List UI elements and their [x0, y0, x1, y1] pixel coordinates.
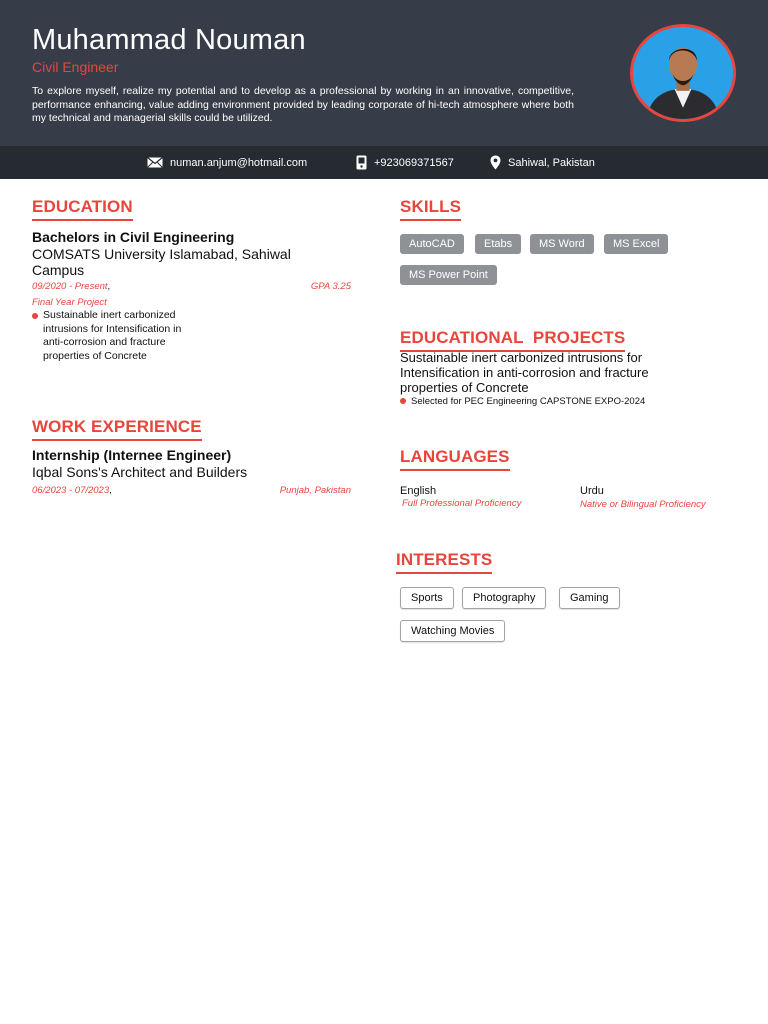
phone-text: +923069371567 [374, 156, 454, 169]
education-gpa: GPA 3.25 [310, 281, 351, 292]
work-dates: 06/2023 - 07/2023 [32, 485, 110, 496]
location-pin-icon [490, 155, 501, 170]
interests-heading: INTERESTS [396, 550, 492, 574]
phone-icon [356, 155, 367, 170]
envelope-icon [147, 157, 163, 168]
education-dates: 09/2020 - Present [32, 281, 108, 292]
skill-tag: Etabs [475, 234, 521, 254]
summary: To explore myself, realize my potential and to develop as a professional by working in an innovative, competitive, performance enhancing, value adding environment provided by leading corporate of hi-tech atmosphere where both my technical and managerial skills could be utilized. [32, 85, 574, 124]
email-text: numan.anjum@hotmail.com [170, 156, 308, 169]
interest-tag: Gaming [559, 587, 620, 609]
header [0, 0, 768, 146]
location-text: Sahiwal, Pakistan [508, 156, 595, 169]
interest-tag: Sports [400, 587, 454, 609]
language-name: Urdu [580, 485, 604, 497]
interest-tag: Watching Movies [400, 620, 505, 642]
education-dates-comma: , [107, 281, 111, 292]
languages-heading: LANGUAGES [400, 447, 510, 471]
bullet-dot-icon [32, 313, 38, 319]
contact-email[interactable] [147, 146, 307, 179]
profile-photo [630, 24, 736, 122]
language-level: Native or Bilingual Proficiency [580, 499, 706, 510]
contact-bar [0, 146, 768, 179]
school-name: COMSATS University Islamabad, Sahiwal Campus [32, 246, 291, 278]
education-heading: EDUCATION [32, 197, 133, 221]
work-position: Internship (Internee Engineer) [32, 447, 232, 463]
projects-heading: EDUCATIONAL PROJECTS [400, 328, 625, 352]
work-heading: WORK EXPERIENCE [32, 417, 202, 441]
project-bullet [400, 395, 645, 409]
degree-title: Bachelors in Civil Engineering [32, 229, 235, 245]
work-dates-wrap [32, 485, 112, 496]
work-location: Punjab, Pakistan [279, 485, 351, 496]
education-bullet [32, 309, 182, 363]
work-dates-comma: , [109, 485, 112, 496]
contact-phone[interactable] [356, 146, 454, 179]
skill-tag: MS Excel [604, 234, 668, 254]
interest-tag: Photography [462, 587, 546, 609]
skill-tag: AutoCAD [400, 234, 464, 254]
project-description: Sustainable inert carbonized intrusions for Intensification in anti-corrosion and fracture properties of Concrete [400, 350, 649, 395]
education-dates-wrap [32, 281, 110, 292]
work-company: Iqbal Sons's Architect and Builders [32, 464, 248, 480]
bullet-dot-icon [400, 398, 406, 404]
contact-location [490, 146, 595, 179]
language-name: English [400, 485, 437, 497]
project-label: Final Year Project [32, 297, 107, 308]
candidate-role: Civil Engineer [32, 59, 119, 75]
skill-tag: MS Power Point [400, 265, 497, 285]
language-level: Full Professional Proficiency [402, 498, 522, 509]
education-bullet-text: Sustainable inert carbonized intrusions for Intensification in anti-corrosion and fracture properties of Concrete [43, 309, 182, 362]
candidate-name: Muhammad Nouman [32, 24, 306, 56]
skills-heading: SKILLS [400, 197, 461, 221]
skill-tag: MS Word [530, 234, 594, 254]
profile-photo-illustration [633, 27, 733, 119]
project-bullet-text: Selected for PEC Engineering CAPSTONE EXPO-2024 [411, 396, 646, 407]
